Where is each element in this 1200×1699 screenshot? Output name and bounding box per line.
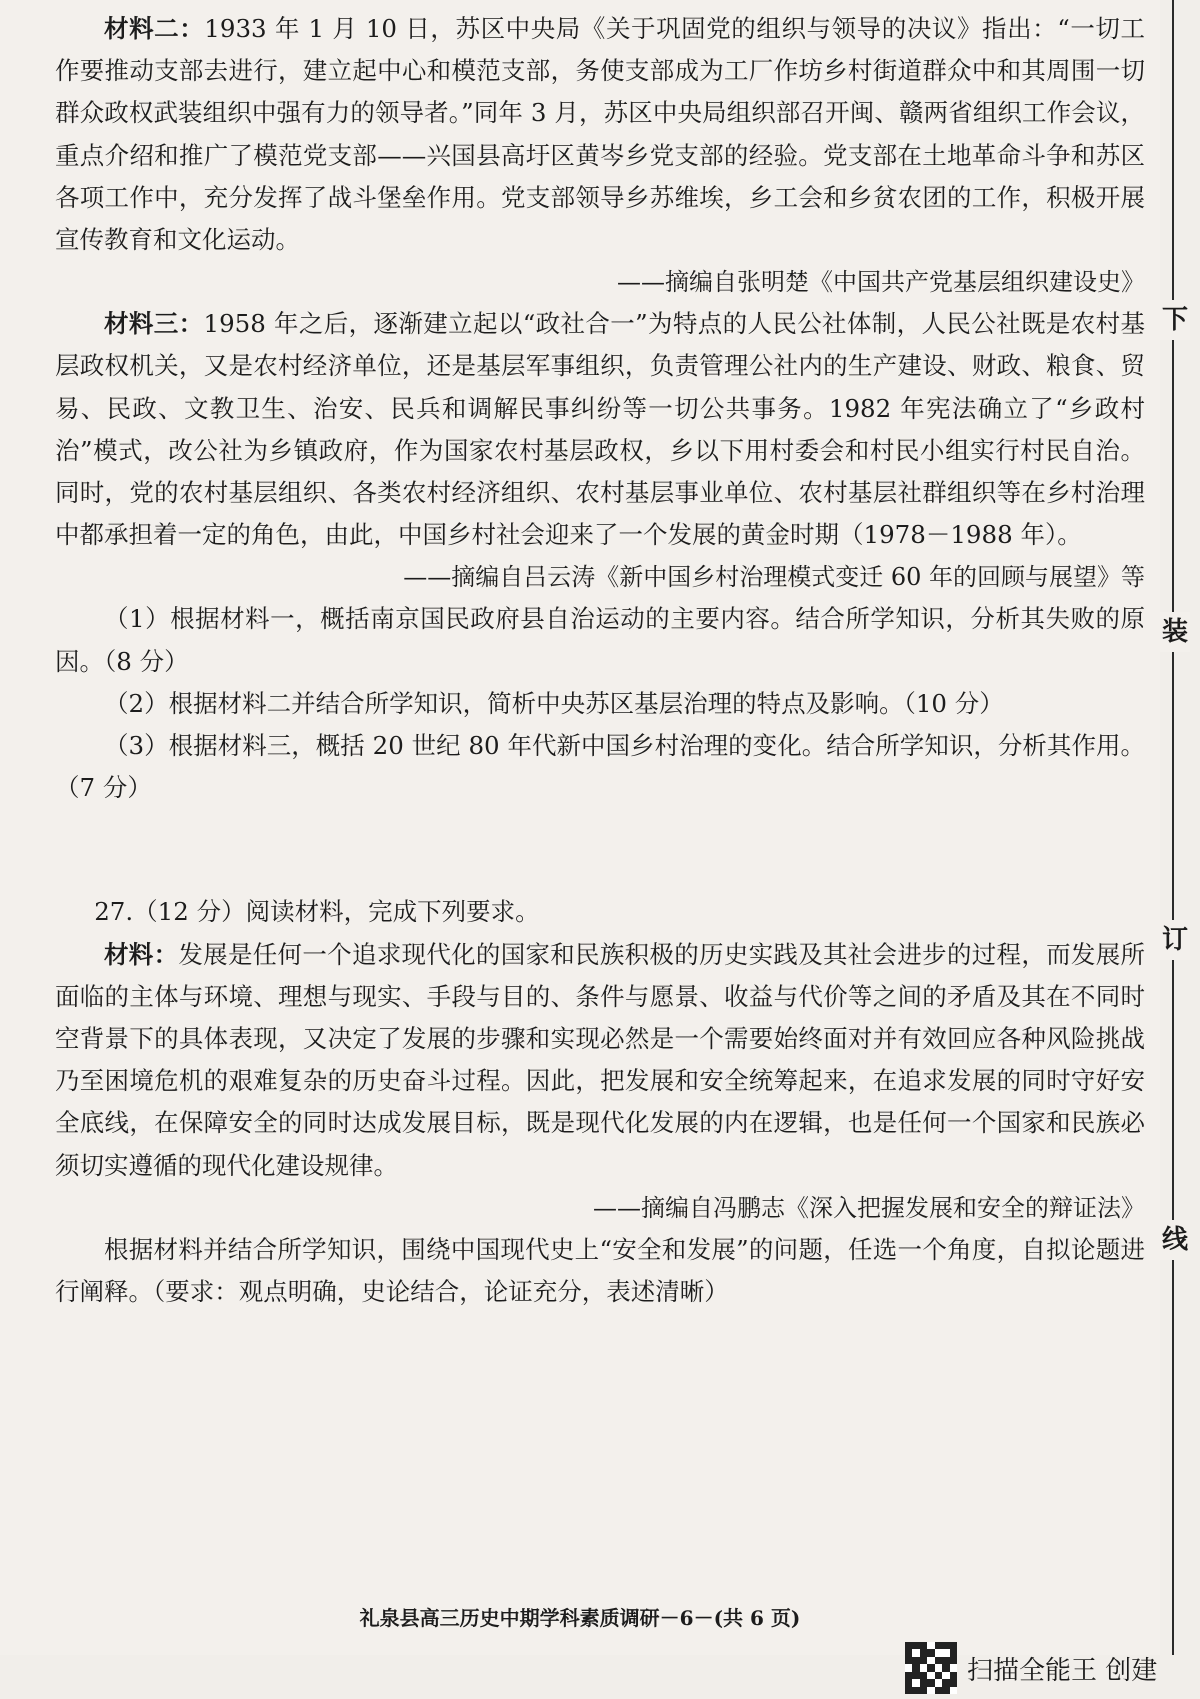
question-27-material-text: 发展是任何一个追求现代化的国家和民族积极的历史实践及其社会进步的过程，而发展所面临的主体与环境、理想与现实、手段与目的、条件与愿景、收益与代价等之间的矛盾及其在不同时空背景下的具体表现，又决定了发展的步骤和实现必然是一个需要始终面对并有效回应各种风险挑战乃至困境危机的艰难复杂的历史奋斗过程。因此，把发展和安全统筹起来，在追求发展的同时守好安全底线，在保障安全的同时达成发展目标，既是现代化发展的内在逻辑，也是任何一个国家和民族必须切实遵循的现代化建设规律。 (55, 939, 1146, 1180)
binding-char-xia: 下 (1160, 300, 1190, 340)
material-3-text: 1958 年之后，逐渐建立起以“政社合一”为特点的人民公社体制，人民公社既是农村基层政权机关，又是农村经济单位，还是基层军事组织，负责管理公社内的生产建设、财政、粮食、贸易、民政、文教卫生、治安、民兵和调解民事纠纷等一切公共事务。1982 年宪法确立了“乡政村治”模式，改公社为乡镇政府，作为国家农村基层政权，乡以下用村委会和村民小组实行村民自治。同时，党的农村基层组织、各类农村经济组织、农村基层事业单位、农村基层社群组织等在乡村治理中都承担着一定的角色，由此，中国乡村社会迎来了一个发展的黄金时期（1978－1988 年）。 (55, 309, 1146, 550)
page-content (55, 8, 1145, 1313)
material-2-label: 材料二： (104, 14, 205, 43)
material-3-label: 材料三： (104, 309, 204, 339)
question-27-material-label: 材料： (104, 939, 179, 969)
material-2-text: 1933 年 1 月 10 日，苏区中央局《关于巩固党的组织与领导的决议》指出：“一切工作要推动支部去进行，建立起中心和模范支部，务使支部成为工厂作坊乡村街道群众中和其周围一切群众政权武装组织中强有力的领导者。”同年 3 月，苏区中央局组织部召开闽、赣两省组织工作会议，重点介绍和推广了模范党支部——兴国县高圩区黄岑乡党支部的经验。党支部在土地革命斗争和苏区各项工作中，充分发挥了战斗堡垒作用。党支部领导乡苏维埃，乡工会和乡贫农团的工作，积极开展宣传教育和文化运动。 (55, 14, 1146, 255)
question-27-heading: 27.（12 分）阅读材料，完成下列要求。 (94, 897, 540, 927)
question-27-source: ——摘编自冯鹏志《深入把握发展和安全的辩证法》 (593, 1193, 1145, 1222)
spacer (55, 809, 1145, 891)
material-3 (55, 303, 1145, 556)
material-3-source: ——摘编自吕云涛《新中国乡村治理模式变迁 60 年的回顾与展望》等 (403, 563, 1145, 592)
question-27-material (55, 934, 1145, 1187)
binding-line (1172, 0, 1174, 1655)
binding-char-ding: 订 (1160, 920, 1190, 960)
question-3: （3）根据材料三，概括 20 世纪 80 年代新中国乡村治理的变化。结合所学知识，分析其作用。（7 分） (55, 731, 1145, 803)
material-2 (55, 8, 1145, 261)
material-2-source: ——摘编自张明楚《中国共产党基层组织建设史》 (617, 268, 1145, 297)
binding-char-xian: 线 (1160, 1220, 1190, 1260)
page-footer: 礼泉县高三历史中期学科素质调研－6－(共 6 页) (359, 1606, 801, 1630)
question-2: （2）根据材料二并结合所学知识，简析中央苏区基层治理的特点及影响。（10 分） (104, 688, 1004, 718)
binding-char-zhuang: 装 (1160, 612, 1190, 652)
watermark-text: 扫描全能王 创建 (967, 1655, 1158, 1686)
question-27-task: 根据材料并结合所学知识，围绕中国现代史上“安全和发展”的问题，任选一个角度，自拟论题进行阐释。（要求：观点明确，史论结合，论证充分，表述清晰） (55, 1234, 1145, 1307)
question-1: （1）根据材料一，概括南京国民政府县自治运动的主要内容。结合所学知识，分析其失败的原因。（8 分） (55, 604, 1145, 676)
qr-code-icon (905, 1642, 957, 1694)
scanner-watermark (905, 1640, 1157, 1696)
